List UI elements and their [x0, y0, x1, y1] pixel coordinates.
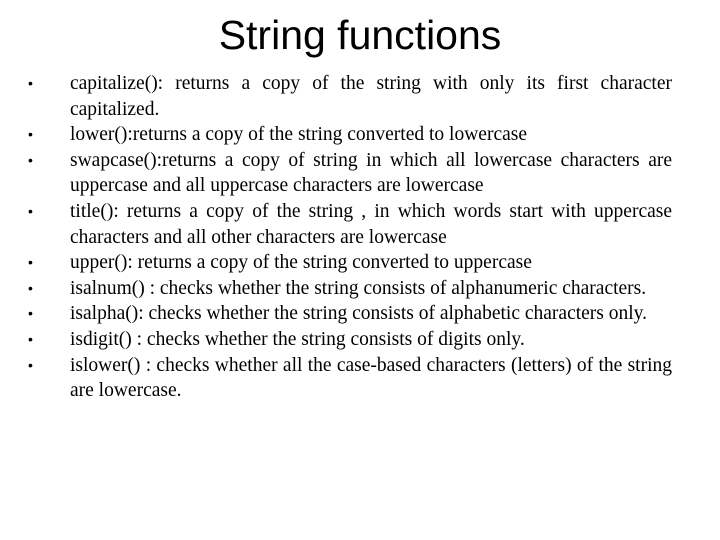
bullet-item-title: [28, 199, 672, 250]
bullet-item-isalpha: [28, 301, 672, 327]
bullet-item-capitalize: [28, 71, 672, 122]
bullet-dot-icon: •: [28, 254, 33, 271]
bullet-text: capitalize(): returns a copy of the string with only its first character capitalized.: [70, 73, 672, 120]
bullet-item-upper: [28, 250, 672, 276]
bullet-text: swapcase():returns a copy of string in which all lowercase characters are uppercase and all uppercase characters are lowercase: [70, 149, 672, 197]
bullet-text: isalnum() : checks whether the string consists of alphanumeric characters.: [70, 277, 647, 299]
bullet-text: upper(): returns a copy of the string converted to uppercase: [70, 252, 532, 274]
bullet-list: [0, 71, 720, 404]
bullet-text: isalpha(): checks whether the string consists of alphabetic characters only.: [70, 303, 648, 325]
bullet-dot-icon: •: [28, 305, 33, 322]
bullet-dot-icon: •: [28, 75, 33, 91]
bullet-item-swapcase: [28, 148, 672, 199]
bullet-text: title(): returns a copy of the string , in which words start with uppercase characters and all other characters are lowercase: [70, 200, 672, 248]
bullet-text: islower() : checks whether all the case-based characters (letters) of the string are lowercase.: [70, 354, 672, 402]
bullet-text: lower():returns a copy of the string converted to lowercase: [70, 124, 527, 146]
bullet-item-islower: [28, 353, 672, 404]
bullet-dot-icon: •: [28, 151, 33, 168]
bullet-dot-icon: •: [28, 330, 33, 347]
bullet-text: isdigit() : checks whether the string consists of digits only.: [70, 328, 525, 350]
bullet-item-isdigit: [28, 327, 672, 353]
bullet-dot-icon: •: [28, 356, 33, 373]
bullet-item-lower: [28, 122, 672, 148]
bullet-dot-icon: •: [28, 126, 33, 143]
bullet-dot-icon: •: [28, 279, 33, 296]
bullet-item-isalnum: [28, 276, 672, 302]
bullet-dot-icon: •: [28, 202, 33, 219]
slide-title: String functions: [218, 12, 502, 58]
